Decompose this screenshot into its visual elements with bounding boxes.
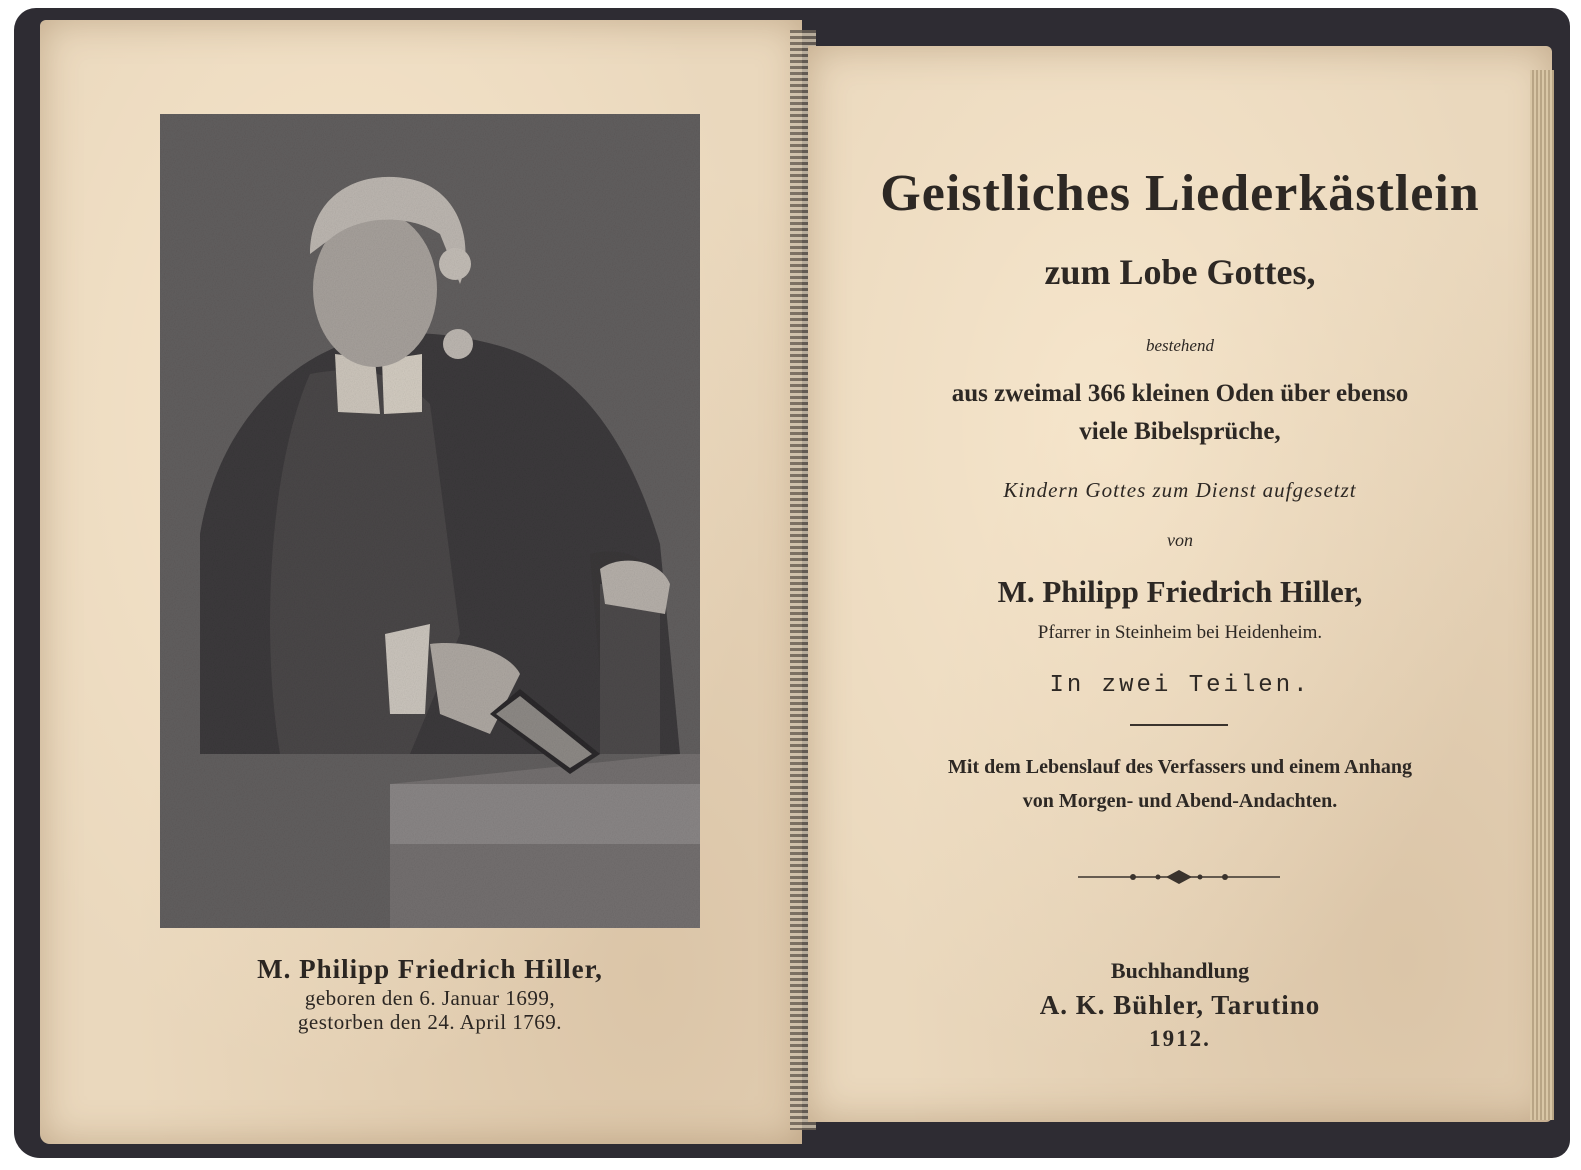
portrait-engraving: [160, 114, 700, 928]
caption-death: gestorben den 24. April 1769.: [297, 1010, 563, 1034]
description-line-2: viele Bibelsprüche,: [1079, 418, 1281, 445]
portrait-figure: [160, 114, 700, 928]
appendix-line-2: von Morgen- und Abend-Andachten.: [1022, 790, 1338, 812]
parts-text: In zwei Teilen.: [1049, 672, 1311, 699]
publisher-name: A. K. Bühler, Tarutino: [1039, 990, 1321, 1020]
caption-name: M. Philipp Friedrich Hiller,: [257, 954, 603, 984]
portrait-caption: [160, 952, 700, 1034]
by-text: von: [1167, 530, 1193, 550]
divider-rule: [1130, 724, 1228, 726]
description-line-1: aus zweimal 366 kleinen Oden über ebenso: [951, 380, 1409, 407]
caption-birth: geboren den 6. Januar 1699,: [304, 986, 556, 1010]
author-name: M. Philipp Friedrich Hiller,: [997, 574, 1363, 609]
publisher-label: Buchhandlung: [1110, 958, 1250, 983]
dedication-text: Kindern Gottes zum Dienst aufgesetzt: [1003, 478, 1357, 502]
title-page: [808, 46, 1552, 1122]
consisting-text: bestehend: [1146, 336, 1214, 355]
publication-year: 1912.: [1149, 1026, 1211, 1051]
book-title: Geistliches Liederkästlein: [880, 165, 1480, 222]
appendix-line-1: Mit dem Lebenslauf des Verfassers und einem Anhang: [948, 756, 1412, 778]
author-role: Pfarrer in Steinheim bei Heidenheim.: [1037, 622, 1323, 643]
book-subtitle: zum Lobe Gottes,: [1044, 252, 1316, 292]
ornament-divider-icon: [1078, 866, 1280, 888]
